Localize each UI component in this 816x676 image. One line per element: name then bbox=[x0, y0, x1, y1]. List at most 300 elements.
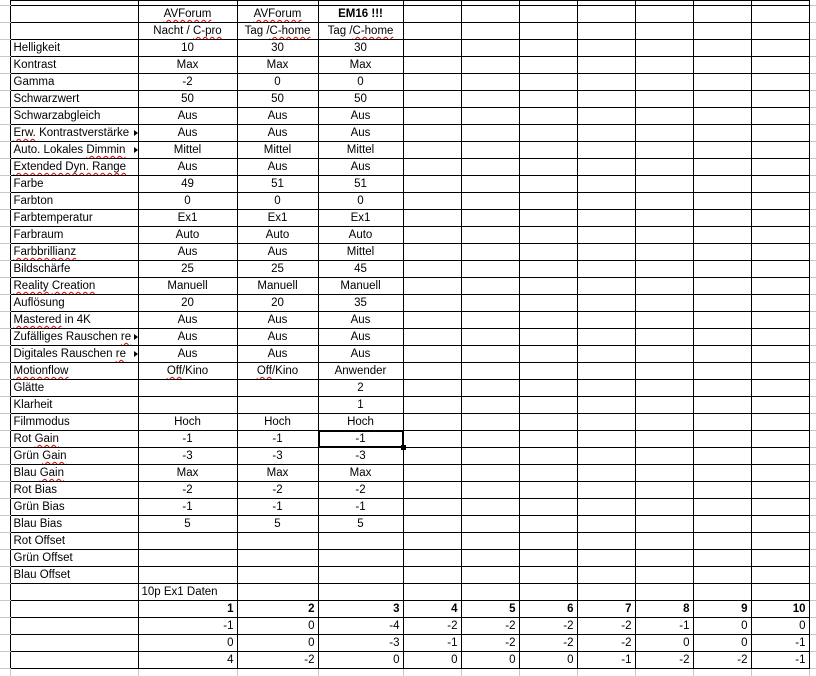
setting-value-cell[interactable]: Off/Kino bbox=[237, 363, 318, 380]
empty-cell[interactable] bbox=[10, 635, 138, 652]
empty-cell[interactable] bbox=[693, 516, 751, 533]
empty-cell[interactable] bbox=[693, 40, 751, 57]
empty-cell[interactable] bbox=[751, 6, 809, 23]
row-label-cell[interactable] bbox=[10, 159, 138, 176]
ex1-value-cell[interactable]: -1 bbox=[751, 635, 809, 652]
empty-cell[interactable] bbox=[10, 6, 138, 23]
empty-cell[interactable] bbox=[751, 57, 809, 74]
empty-cell[interactable] bbox=[751, 261, 809, 278]
empty-cell[interactable] bbox=[635, 465, 693, 482]
empty-cell[interactable] bbox=[403, 550, 461, 567]
profile-subtitle-cell[interactable]: Nacht / C-pro bbox=[138, 23, 237, 40]
empty-cell[interactable] bbox=[751, 176, 809, 193]
empty-cell[interactable] bbox=[403, 108, 461, 125]
empty-cell[interactable] bbox=[519, 244, 577, 261]
empty-cell[interactable] bbox=[577, 550, 635, 567]
empty-cell[interactable] bbox=[635, 261, 693, 278]
ex1-value-cell[interactable]: 0 bbox=[138, 635, 237, 652]
setting-value-cell[interactable] bbox=[138, 567, 237, 584]
setting-value-cell[interactable]: Hoch bbox=[138, 414, 237, 431]
empty-cell[interactable] bbox=[519, 414, 577, 431]
row-label-cell[interactable]: Rot Offset bbox=[10, 533, 138, 550]
row-label-cell[interactable]: Kontrast bbox=[10, 57, 138, 74]
empty-cell[interactable] bbox=[693, 74, 751, 91]
empty-cell[interactable] bbox=[751, 533, 809, 550]
setting-value-cell[interactable]: Manuell bbox=[318, 278, 403, 295]
empty-cell[interactable] bbox=[577, 312, 635, 329]
empty-cell[interactable] bbox=[519, 533, 577, 550]
empty-cell[interactable] bbox=[519, 584, 577, 601]
empty-cell[interactable] bbox=[693, 431, 751, 448]
setting-value-cell[interactable]: 25 bbox=[138, 261, 237, 278]
empty-cell[interactable] bbox=[519, 74, 577, 91]
empty-cell[interactable] bbox=[635, 57, 693, 74]
empty-cell[interactable] bbox=[751, 567, 809, 584]
empty-cell[interactable] bbox=[519, 431, 577, 448]
empty-cell[interactable] bbox=[403, 6, 461, 23]
empty-cell[interactable] bbox=[577, 40, 635, 57]
empty-cell[interactable] bbox=[237, 584, 318, 601]
empty-cell[interactable] bbox=[693, 91, 751, 108]
empty-cell[interactable] bbox=[693, 448, 751, 465]
empty-cell[interactable] bbox=[693, 567, 751, 584]
point-header-cell[interactable]: 7 bbox=[577, 601, 635, 618]
empty-cell[interactable] bbox=[519, 57, 577, 74]
empty-cell[interactable] bbox=[10, 652, 138, 669]
empty-cell[interactable] bbox=[461, 448, 519, 465]
setting-value-cell[interactable]: -1 bbox=[237, 499, 318, 516]
ex1-value-cell[interactable]: -2 bbox=[635, 652, 693, 669]
empty-cell[interactable] bbox=[577, 125, 635, 142]
empty-cell[interactable] bbox=[577, 210, 635, 227]
empty-cell[interactable] bbox=[635, 448, 693, 465]
empty-cell[interactable] bbox=[635, 363, 693, 380]
setting-value-cell[interactable]: Anwender bbox=[318, 363, 403, 380]
row-label-cell[interactable]: Blau Bias bbox=[10, 516, 138, 533]
setting-value-cell[interactable]: 45 bbox=[318, 261, 403, 278]
empty-cell[interactable] bbox=[635, 210, 693, 227]
empty-cell[interactable] bbox=[461, 516, 519, 533]
empty-cell[interactable] bbox=[635, 142, 693, 159]
empty-cell[interactable] bbox=[577, 482, 635, 499]
empty-cell[interactable] bbox=[635, 108, 693, 125]
setting-value-cell[interactable]: Ex1 bbox=[237, 210, 318, 227]
row-label-cell[interactable]: Helligkeit bbox=[10, 40, 138, 57]
empty-cell[interactable] bbox=[461, 210, 519, 227]
setting-value-cell[interactable] bbox=[237, 533, 318, 550]
empty-cell[interactable] bbox=[577, 584, 635, 601]
empty-cell[interactable] bbox=[577, 380, 635, 397]
empty-cell[interactable] bbox=[519, 295, 577, 312]
setting-value-cell[interactable]: Aus bbox=[138, 244, 237, 261]
row-label-cell[interactable]: Glätte bbox=[10, 380, 138, 397]
setting-value-cell[interactable]: 0 bbox=[318, 74, 403, 91]
empty-cell[interactable] bbox=[403, 261, 461, 278]
empty-cell[interactable] bbox=[693, 227, 751, 244]
empty-cell[interactable] bbox=[751, 465, 809, 482]
setting-value-cell[interactable]: 30 bbox=[237, 40, 318, 57]
empty-cell[interactable] bbox=[693, 176, 751, 193]
empty-cell[interactable] bbox=[461, 159, 519, 176]
empty-cell[interactable] bbox=[403, 295, 461, 312]
empty-cell[interactable] bbox=[693, 499, 751, 516]
empty-cell[interactable] bbox=[751, 584, 809, 601]
setting-value-cell[interactable]: 5 bbox=[138, 516, 237, 533]
empty-cell[interactable] bbox=[751, 550, 809, 567]
empty-cell[interactable] bbox=[519, 448, 577, 465]
empty-cell[interactable] bbox=[461, 142, 519, 159]
empty-cell[interactable] bbox=[577, 176, 635, 193]
empty-cell[interactable] bbox=[635, 295, 693, 312]
empty-cell[interactable] bbox=[635, 346, 693, 363]
empty-cell[interactable] bbox=[693, 533, 751, 550]
point-header-cell[interactable]: 3 bbox=[318, 601, 403, 618]
empty-cell[interactable] bbox=[751, 363, 809, 380]
ex1-value-cell[interactable]: -1 bbox=[751, 652, 809, 669]
row-label-cell[interactable]: Farbraum bbox=[10, 227, 138, 244]
empty-cell[interactable] bbox=[751, 108, 809, 125]
empty-cell[interactable] bbox=[403, 346, 461, 363]
profile-subtitle-cell[interactable]: Tag /C-home bbox=[237, 23, 318, 40]
setting-value-cell[interactable]: 50 bbox=[318, 91, 403, 108]
empty-cell[interactable] bbox=[577, 499, 635, 516]
empty-cell[interactable] bbox=[635, 244, 693, 261]
empty-cell[interactable] bbox=[519, 499, 577, 516]
empty-cell[interactable] bbox=[635, 397, 693, 414]
setting-value-cell[interactable]: Manuell bbox=[237, 278, 318, 295]
ex1-value-cell[interactable]: -2 bbox=[577, 618, 635, 635]
empty-cell[interactable] bbox=[635, 482, 693, 499]
empty-cell[interactable] bbox=[635, 499, 693, 516]
setting-value-cell[interactable] bbox=[138, 550, 237, 567]
empty-cell[interactable] bbox=[519, 550, 577, 567]
setting-value-cell[interactable]: 0 bbox=[138, 193, 237, 210]
setting-value-cell[interactable]: Ex1 bbox=[138, 210, 237, 227]
empty-cell[interactable] bbox=[577, 431, 635, 448]
empty-cell[interactable] bbox=[751, 414, 809, 431]
empty-cell[interactable] bbox=[693, 312, 751, 329]
empty-cell[interactable] bbox=[635, 193, 693, 210]
setting-value-cell[interactable]: -2 bbox=[138, 482, 237, 499]
setting-value-cell[interactable]: Off/Kino bbox=[138, 363, 237, 380]
setting-value-cell[interactable] bbox=[318, 567, 403, 584]
empty-cell[interactable] bbox=[461, 40, 519, 57]
empty-cell[interactable] bbox=[403, 176, 461, 193]
empty-cell[interactable] bbox=[403, 414, 461, 431]
empty-cell[interactable] bbox=[519, 312, 577, 329]
empty-cell[interactable] bbox=[693, 278, 751, 295]
setting-value-cell[interactable] bbox=[318, 533, 403, 550]
empty-cell[interactable] bbox=[693, 295, 751, 312]
empty-cell[interactable] bbox=[693, 108, 751, 125]
empty-cell[interactable] bbox=[403, 125, 461, 142]
setting-value-cell[interactable]: Max bbox=[138, 57, 237, 74]
empty-cell[interactable] bbox=[461, 567, 519, 584]
empty-cell[interactable] bbox=[403, 329, 461, 346]
selected-cell[interactable]: -1 bbox=[318, 431, 403, 448]
empty-cell[interactable] bbox=[403, 567, 461, 584]
ex1-value-cell[interactable]: 0 bbox=[318, 652, 403, 669]
empty-cell[interactable] bbox=[693, 329, 751, 346]
empty-cell[interactable] bbox=[461, 465, 519, 482]
empty-cell[interactable] bbox=[10, 584, 138, 601]
empty-cell[interactable] bbox=[751, 142, 809, 159]
empty-cell[interactable] bbox=[318, 584, 403, 601]
empty-cell[interactable] bbox=[461, 6, 519, 23]
empty-cell[interactable] bbox=[693, 6, 751, 23]
empty-cell[interactable] bbox=[403, 312, 461, 329]
empty-cell[interactable] bbox=[751, 227, 809, 244]
setting-value-cell[interactable]: Aus bbox=[237, 329, 318, 346]
empty-cell[interactable] bbox=[403, 57, 461, 74]
row-label-cell[interactable]: Zufälliges Rauschen re bbox=[10, 329, 138, 346]
empty-cell[interactable] bbox=[577, 244, 635, 261]
row-label-cell[interactable]: Erw. Kontrastverstärke bbox=[10, 125, 138, 142]
profile-title-cell[interactable] bbox=[138, 6, 237, 23]
setting-value-cell[interactable]: Max bbox=[237, 465, 318, 482]
setting-value-cell[interactable]: 1 bbox=[318, 397, 403, 414]
setting-value-cell[interactable]: Max bbox=[318, 57, 403, 74]
empty-cell[interactable] bbox=[693, 23, 751, 40]
empty-cell[interactable] bbox=[751, 312, 809, 329]
setting-value-cell[interactable] bbox=[138, 380, 237, 397]
empty-cell[interactable] bbox=[635, 550, 693, 567]
empty-cell[interactable] bbox=[635, 312, 693, 329]
empty-cell[interactable] bbox=[461, 346, 519, 363]
setting-value-cell[interactable]: 10 bbox=[138, 40, 237, 57]
ex1-value-cell[interactable]: -2 bbox=[693, 652, 751, 669]
empty-cell[interactable] bbox=[461, 414, 519, 431]
empty-cell[interactable] bbox=[635, 567, 693, 584]
empty-cell[interactable] bbox=[403, 278, 461, 295]
ex1-value-cell[interactable]: 0 bbox=[693, 635, 751, 652]
empty-cell[interactable] bbox=[461, 193, 519, 210]
setting-value-cell[interactable] bbox=[138, 397, 237, 414]
empty-cell[interactable] bbox=[461, 295, 519, 312]
setting-value-cell[interactable]: 0 bbox=[237, 193, 318, 210]
ex1-value-cell[interactable]: 0 bbox=[237, 618, 318, 635]
ex1-value-cell[interactable]: -4 bbox=[318, 618, 403, 635]
empty-cell[interactable] bbox=[751, 23, 809, 40]
empty-cell[interactable] bbox=[693, 380, 751, 397]
setting-value-cell[interactable]: -2 bbox=[237, 482, 318, 499]
setting-value-cell[interactable]: Aus bbox=[237, 312, 318, 329]
setting-value-cell[interactable]: -3 bbox=[138, 448, 237, 465]
empty-cell[interactable] bbox=[751, 516, 809, 533]
empty-cell[interactable] bbox=[577, 74, 635, 91]
empty-cell[interactable] bbox=[461, 23, 519, 40]
ex1-value-cell[interactable]: -1 bbox=[635, 618, 693, 635]
setting-value-cell[interactable] bbox=[138, 533, 237, 550]
empty-cell[interactable] bbox=[403, 584, 461, 601]
empty-cell[interactable] bbox=[461, 533, 519, 550]
empty-cell[interactable] bbox=[577, 363, 635, 380]
setting-value-cell[interactable]: 51 bbox=[237, 176, 318, 193]
empty-cell[interactable] bbox=[461, 380, 519, 397]
empty-cell[interactable] bbox=[635, 278, 693, 295]
setting-value-cell[interactable]: Aus bbox=[237, 346, 318, 363]
empty-cell[interactable] bbox=[10, 23, 138, 40]
setting-value-cell[interactable]: -2 bbox=[318, 482, 403, 499]
empty-cell[interactable] bbox=[635, 533, 693, 550]
empty-cell[interactable] bbox=[751, 210, 809, 227]
empty-cell[interactable] bbox=[635, 329, 693, 346]
setting-value-cell[interactable]: -3 bbox=[237, 448, 318, 465]
ex1-value-cell[interactable]: -2 bbox=[461, 618, 519, 635]
row-label-cell[interactable]: Farbtemperatur bbox=[10, 210, 138, 227]
empty-cell[interactable] bbox=[461, 74, 519, 91]
point-header-cell[interactable]: 8 bbox=[635, 601, 693, 618]
empty-cell[interactable] bbox=[751, 74, 809, 91]
setting-value-cell[interactable]: Mittel bbox=[318, 244, 403, 261]
setting-value-cell[interactable]: Ex1 bbox=[318, 210, 403, 227]
empty-cell[interactable] bbox=[693, 363, 751, 380]
empty-cell[interactable] bbox=[751, 448, 809, 465]
empty-cell[interactable] bbox=[635, 74, 693, 91]
empty-cell[interactable] bbox=[403, 74, 461, 91]
empty-cell[interactable] bbox=[461, 125, 519, 142]
point-header-cell[interactable]: 6 bbox=[519, 601, 577, 618]
setting-value-cell[interactable]: Aus bbox=[318, 312, 403, 329]
empty-cell[interactable] bbox=[461, 108, 519, 125]
row-label-cell[interactable] bbox=[10, 244, 138, 261]
setting-value-cell[interactable]: Max bbox=[237, 57, 318, 74]
empty-cell[interactable] bbox=[403, 397, 461, 414]
empty-cell[interactable] bbox=[519, 176, 577, 193]
row-label-cell[interactable]: Mastered in 4K bbox=[10, 312, 138, 329]
empty-cell[interactable] bbox=[519, 278, 577, 295]
empty-cell[interactable] bbox=[635, 40, 693, 57]
ex1-value-cell[interactable]: -1 bbox=[577, 652, 635, 669]
empty-cell[interactable] bbox=[693, 261, 751, 278]
empty-cell[interactable] bbox=[577, 261, 635, 278]
setting-value-cell[interactable]: Aus bbox=[138, 125, 237, 142]
setting-value-cell[interactable]: Manuell bbox=[138, 278, 237, 295]
empty-cell[interactable] bbox=[577, 6, 635, 23]
row-label-cell[interactable]: Blau Gain bbox=[10, 465, 138, 482]
setting-value-cell[interactable]: Max bbox=[318, 465, 403, 482]
ex1-value-cell[interactable]: -2 bbox=[461, 635, 519, 652]
setting-value-cell[interactable]: 50 bbox=[237, 91, 318, 108]
empty-cell[interactable] bbox=[577, 91, 635, 108]
setting-value-cell[interactable]: -1 bbox=[138, 499, 237, 516]
empty-cell[interactable] bbox=[693, 465, 751, 482]
empty-cell[interactable] bbox=[635, 159, 693, 176]
empty-cell[interactable] bbox=[461, 363, 519, 380]
empty-cell[interactable] bbox=[635, 176, 693, 193]
empty-cell[interactable] bbox=[693, 482, 751, 499]
empty-cell[interactable] bbox=[751, 91, 809, 108]
setting-value-cell[interactable]: Aus bbox=[138, 159, 237, 176]
row-label-cell[interactable]: Filmmodus bbox=[10, 414, 138, 431]
ex1-value-cell[interactable]: -2 bbox=[577, 635, 635, 652]
ex1-value-cell[interactable]: -1 bbox=[403, 635, 461, 652]
empty-cell[interactable] bbox=[519, 159, 577, 176]
row-label-cell[interactable]: Schwarzabgleich bbox=[10, 108, 138, 125]
empty-cell[interactable] bbox=[403, 227, 461, 244]
empty-cell[interactable] bbox=[10, 601, 138, 618]
setting-value-cell[interactable]: Aus bbox=[138, 312, 237, 329]
empty-cell[interactable] bbox=[461, 57, 519, 74]
empty-cell[interactable] bbox=[751, 380, 809, 397]
empty-cell[interactable] bbox=[635, 227, 693, 244]
empty-cell[interactable] bbox=[577, 142, 635, 159]
empty-cell[interactable] bbox=[519, 6, 577, 23]
empty-cell[interactable] bbox=[519, 346, 577, 363]
row-label-cell[interactable] bbox=[10, 278, 138, 295]
empty-cell[interactable] bbox=[577, 108, 635, 125]
setting-value-cell[interactable]: Aus bbox=[237, 159, 318, 176]
empty-cell[interactable] bbox=[751, 346, 809, 363]
empty-cell[interactable] bbox=[693, 397, 751, 414]
empty-cell[interactable] bbox=[403, 159, 461, 176]
row-label-cell[interactable]: Gamma bbox=[10, 74, 138, 91]
empty-cell[interactable] bbox=[635, 6, 693, 23]
row-label-cell[interactable]: Bildschärfe bbox=[10, 261, 138, 278]
empty-cell[interactable] bbox=[577, 278, 635, 295]
empty-cell[interactable] bbox=[461, 244, 519, 261]
ex1-value-cell[interactable]: 0 bbox=[751, 618, 809, 635]
empty-cell[interactable] bbox=[693, 142, 751, 159]
empty-cell[interactable] bbox=[635, 380, 693, 397]
empty-cell[interactable] bbox=[461, 584, 519, 601]
empty-cell[interactable] bbox=[577, 533, 635, 550]
ex1-value-cell[interactable]: -2 bbox=[237, 652, 318, 669]
setting-value-cell[interactable]: Aus bbox=[237, 108, 318, 125]
empty-cell[interactable] bbox=[461, 278, 519, 295]
setting-value-cell[interactable]: Aus bbox=[138, 346, 237, 363]
setting-value-cell[interactable]: Mittel bbox=[237, 142, 318, 159]
empty-cell[interactable] bbox=[10, 618, 138, 635]
empty-cell[interactable] bbox=[577, 193, 635, 210]
ex1-value-cell[interactable]: 0 bbox=[693, 618, 751, 635]
setting-value-cell[interactable]: Auto bbox=[138, 227, 237, 244]
empty-cell[interactable] bbox=[519, 567, 577, 584]
point-header-cell[interactable]: 4 bbox=[403, 601, 461, 618]
empty-cell[interactable] bbox=[403, 210, 461, 227]
setting-value-cell[interactable]: 51 bbox=[318, 176, 403, 193]
empty-cell[interactable] bbox=[577, 329, 635, 346]
setting-value-cell[interactable]: Aus bbox=[237, 125, 318, 142]
empty-cell[interactable] bbox=[693, 584, 751, 601]
point-header-cell[interactable]: 1 bbox=[138, 601, 237, 618]
empty-cell[interactable] bbox=[519, 482, 577, 499]
setting-value-cell[interactable] bbox=[237, 550, 318, 567]
empty-cell[interactable] bbox=[751, 278, 809, 295]
empty-cell[interactable] bbox=[751, 329, 809, 346]
setting-value-cell[interactable]: Hoch bbox=[237, 414, 318, 431]
row-label-cell[interactable]: Rot Gain bbox=[10, 431, 138, 448]
empty-cell[interactable] bbox=[635, 584, 693, 601]
empty-cell[interactable] bbox=[519, 23, 577, 40]
empty-cell[interactable] bbox=[635, 91, 693, 108]
setting-value-cell[interactable]: 49 bbox=[138, 176, 237, 193]
setting-value-cell[interactable]: Aus bbox=[138, 108, 237, 125]
empty-cell[interactable] bbox=[577, 57, 635, 74]
ex1-value-cell[interactable]: -2 bbox=[519, 635, 577, 652]
empty-cell[interactable] bbox=[403, 142, 461, 159]
profile-title-cell[interactable]: EM16 !!! bbox=[318, 6, 403, 23]
setting-value-cell[interactable]: -1 bbox=[237, 431, 318, 448]
setting-value-cell[interactable]: Mittel bbox=[318, 142, 403, 159]
profile-subtitle-cell[interactable]: Tag /C-home bbox=[318, 23, 403, 40]
setting-value-cell[interactable]: Auto bbox=[237, 227, 318, 244]
row-label-cell[interactable] bbox=[10, 363, 138, 380]
empty-cell[interactable] bbox=[461, 312, 519, 329]
empty-cell[interactable] bbox=[403, 91, 461, 108]
row-label-cell[interactable]: Rot Bias bbox=[10, 482, 138, 499]
empty-cell[interactable] bbox=[461, 329, 519, 346]
